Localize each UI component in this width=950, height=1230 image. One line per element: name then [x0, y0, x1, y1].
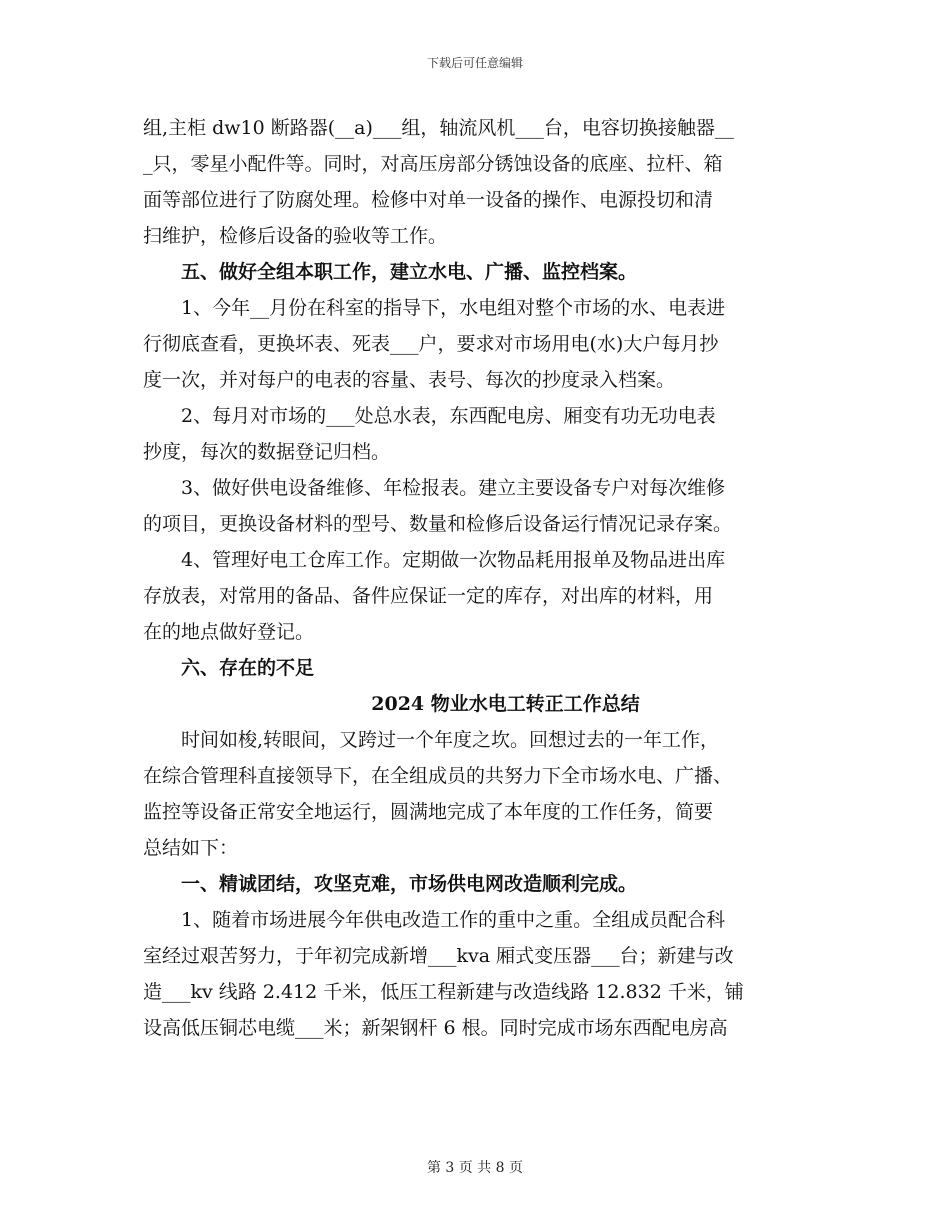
list-item-1	[143, 290, 808, 398]
paragraph-intro	[143, 722, 808, 866]
document-title: 2024 物业水电工转正工作总结	[371, 693, 640, 715]
text-line: 面等部位进行了防腐处理。检修中对单一设备的操作、电源投切和清	[143, 189, 714, 211]
section-heading-1: 一、精诚团结，攻坚克难，市场供电网改造顺利完成。	[181, 873, 638, 895]
text-line: 2、每月对市场的___处总水表，东西配电房、厢变有功无功电表	[181, 405, 716, 427]
list-item-3	[143, 470, 808, 542]
text-line: 扫维护，检修后设备的验收等工作。	[143, 225, 448, 247]
list-item-4	[143, 542, 808, 650]
section-heading-5: 五、做好全组本职工作，建立水电、广播、监控档案。	[181, 261, 638, 283]
text-line: 室经过艰苦努力，于年初完成新增___kva 厢式变压器___台；新建与改	[143, 945, 734, 967]
text-line: 总结如下：	[143, 837, 239, 859]
text-line: 造___kv 线路 2.412 千米，低压工程新建与改造线路 12.832 千米，铺	[143, 981, 744, 1003]
page-header: 下载后可任意编辑	[426, 56, 523, 70]
text-line: 度一次，并对每户的电表的容量、表号、每次的抄度录入档案。	[143, 369, 676, 391]
text-line: 1、随着市场进展今年供电改造工作的重中之重。全组成员配合科	[181, 909, 726, 931]
text-line: 在的地点做好登记。	[143, 621, 315, 643]
paragraph-power-upgrade	[143, 902, 808, 1046]
text-line: 行彻底查看，更换坏表、死表___户，要求对市场用电(水)大户每月抄	[143, 333, 719, 355]
text-line: 在综合管理科直接领导下，在全组成员的共努力下全市场水电、广播、	[143, 765, 733, 787]
list-item-2	[143, 398, 808, 470]
section-heading-6: 六、存在的不足	[181, 657, 315, 679]
text-line: 抄度，每次的数据登记归档。	[143, 441, 391, 463]
text-line: 1、今年__月份在科室的指导下，水电组对整个市场的水、电表进	[181, 297, 726, 319]
document-body	[143, 110, 808, 1046]
text-line: 存放表，对常用的备品、备件应保证一定的库存，对出库的材料，用	[143, 585, 714, 607]
text-line: 设高低压铜芯电缆___米；新架钢杆 6 根。同时完成市场东西配电房高	[143, 1017, 728, 1039]
text-line: _只，零星小配件等。同时，对高压房部分锈蚀设备的底座、拉杆、箱	[143, 153, 723, 175]
paragraph-maintenance	[143, 110, 808, 254]
text-line: 4、管理好电工仓库工作。定期做一次物品耗用报单及物品进出库	[181, 549, 726, 571]
text-line: 3、做好供电设备维修、年检报表。建立主要设备专户对每次维修	[181, 477, 726, 499]
text-line: 时间如梭,转眼间，又跨过一个年度之坎。回想过去的一年工作，	[181, 729, 720, 751]
text-line: 组,主柜 dw10 断路器(__a)___组，轴流风机___台，电容切换接触器__	[143, 117, 734, 139]
page-footer: 第 3 页 共 8 页	[426, 1160, 524, 1176]
text-line: 监控等设备正常安全地运行，圆满地完成了本年度的工作任务，简要	[143, 801, 714, 823]
text-line: 的项目，更换设备材料的型号、数量和检修后设备运行情况记录存案。	[143, 513, 733, 535]
